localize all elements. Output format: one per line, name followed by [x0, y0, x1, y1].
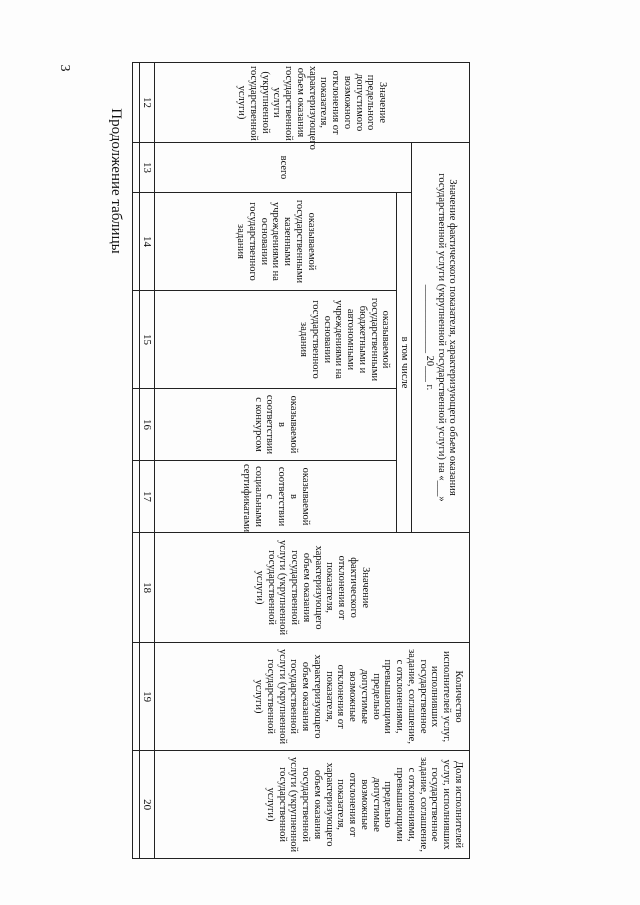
table-cell [133, 63, 140, 143]
header-col-15: оказываемой государственными бюджетными и автономными учреждениями на основании государственного задания [154, 291, 397, 389]
table-cell [133, 143, 140, 193]
empty-data-row [133, 63, 140, 859]
table-cell [133, 751, 140, 859]
column-number: 12 [140, 63, 154, 143]
header-col-12: Значение предельного допустимого возможного отклонения от показателя, характеризующего объем оказания государственной услуги (укрупненной государственной услуги) [154, 63, 469, 143]
table-cell [133, 389, 140, 461]
rotated-table-container [132, 62, 470, 858]
header-subgroup-including: в том числе [397, 193, 412, 533]
header-col-18: Значение фактического отклонения от показателя, характеризующего объем оказания государственной услуги (укрупненной государственной услуги) [154, 533, 469, 643]
column-number: 18 [140, 533, 154, 643]
column-number: 17 [140, 461, 154, 533]
table-cell [133, 193, 140, 291]
header-col-17: оказываемой в соответствии с социальными сертификатами [154, 461, 397, 533]
header-col-14: оказываемой государственными казенными учреждениями на основании государственного задания [154, 193, 397, 291]
table-continuation-caption: Продолжение таблицы [108, 108, 124, 254]
header-group-actual-value: Значение фактического показателя, характеризующего объем оказания государственной услуги (укрупненной государственной услуги) на «___» _____________ 20___ г. [412, 143, 470, 533]
header-col-16: оказываемой в соответствии с конкурсом [154, 389, 397, 461]
report-table [132, 62, 470, 859]
header-col-19: Количество исполнителей услуг, исполнивших государственное задание, соглашение, с отклонениями, превышающими предельно допустимые возможные отклонения от показателя, характеризующего объем оказания государственной услуги (укрупненной государственной услуги) [154, 643, 469, 751]
table-cell [133, 643, 140, 751]
column-number: 20 [140, 751, 154, 859]
column-number: 16 [140, 389, 154, 461]
table-cell [133, 533, 140, 643]
column-number: 15 [140, 291, 154, 389]
table-cell [133, 461, 140, 533]
column-number: 14 [140, 193, 154, 291]
table-cell [133, 291, 140, 389]
column-number-row [140, 63, 154, 859]
column-number: 19 [140, 643, 154, 751]
header-col-13: всего [154, 143, 412, 193]
column-number: 13 [140, 143, 154, 193]
page-number: 3 [57, 64, 72, 72]
header-col-20: Доля исполнителей услуг, исполнивших государственное задание, соглашение, с отклонениями, превышающими предельно допустимые возможные отклонения от показателя, характеризующего объем оказания государственной услуги (укрупненной государственной услуги) [154, 751, 469, 859]
